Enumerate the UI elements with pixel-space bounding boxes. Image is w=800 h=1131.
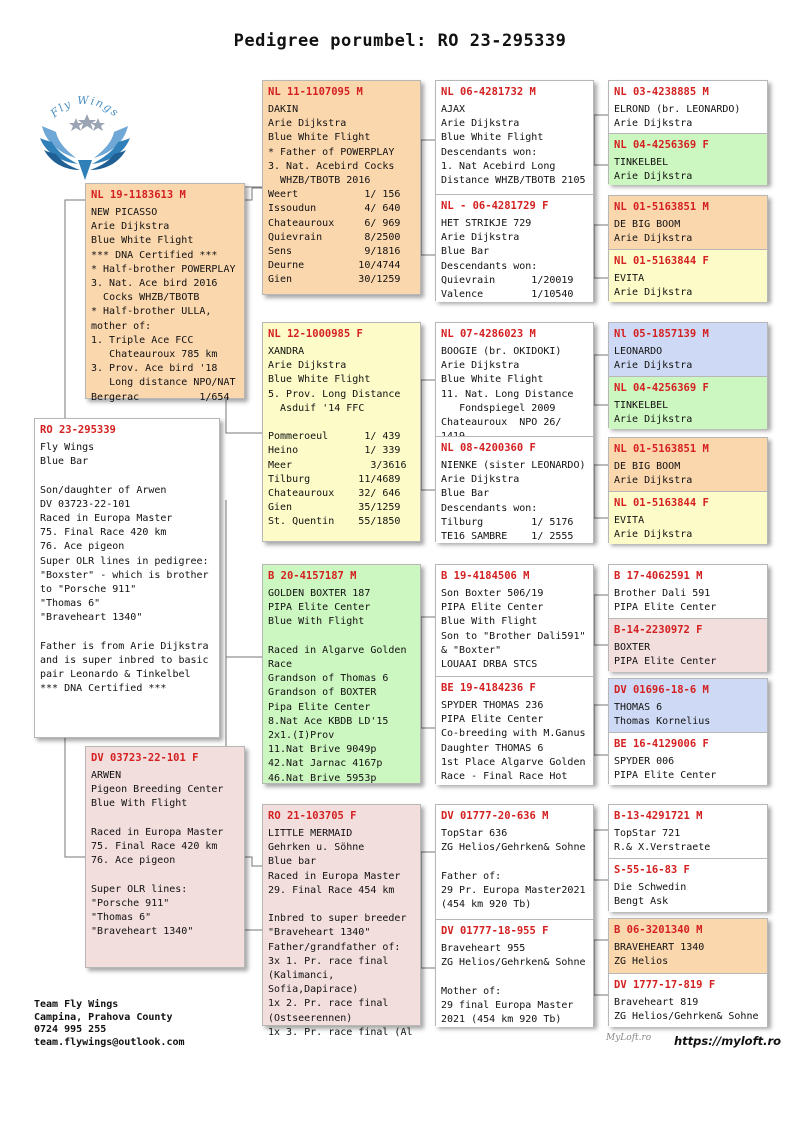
pedigree-box-gen4-group-5 bbox=[608, 564, 768, 671]
team-contact-info: Team Fly Wings Campina, Prahova County 0724 995 255 team.flywings@outlook.com bbox=[34, 999, 185, 1048]
ancestor-description: TINKELBEL Arie Dijkstra bbox=[614, 400, 693, 426]
ancestor-description: DE BIG BOOM Arie Dijkstra bbox=[614, 461, 693, 487]
pedigree-box-maternal-grandfather bbox=[262, 564, 421, 784]
ring-number: BE 19-4184236 F bbox=[441, 682, 536, 694]
grandparent-description: DAKIN Arie Dijkstra Blue White Flight * Father of POWERPLAY 3. Nat. Acebird Cocks WHZB/TBOTB 2016 Weert 1/ 156 Issoudun 4/ 640 Chateauroux 6/ 969 Quievrain 8/2500 Sens 9/1816 Deurne 10/4744 Gien 30/1259 bbox=[268, 104, 401, 286]
ring-number: NL 06-4281732 M bbox=[441, 86, 536, 98]
ancestor-description: ELROND (br. LEONARDO) Arie Dijkstra bbox=[614, 104, 741, 130]
grandparent-card bbox=[263, 323, 420, 541]
ring-number: Nl 05-1857139 M bbox=[614, 328, 709, 340]
ancestor-description: SPYDER 006 PIPA Elite Center bbox=[614, 756, 717, 782]
grandparent-card bbox=[263, 565, 420, 783]
pedigree-box-gen4-group-2 bbox=[608, 195, 768, 301]
ancestor-card bbox=[609, 732, 767, 785]
mother-card bbox=[86, 747, 244, 967]
ancestor-card bbox=[609, 249, 767, 302]
father-card bbox=[86, 184, 244, 403]
pedigree-box-paternal-grandfather bbox=[262, 80, 421, 295]
pedigree-box-maternal-grandmother bbox=[262, 804, 421, 1038]
great-grandparent-description: HET STRIKJE 729 Arie Dijkstra Blue Bar Descendants won: Quievrain 1/20019 Valence 1/10540 bbox=[441, 218, 574, 301]
great-grandparent-card bbox=[436, 323, 593, 436]
ring-number: NL 01-5163844 F bbox=[614, 255, 709, 267]
ancestor-card bbox=[609, 858, 767, 912]
ancestor-card bbox=[609, 679, 767, 732]
ancestor-card bbox=[609, 323, 767, 376]
pedigree-box-gen3-pair-1 bbox=[435, 80, 594, 301]
ring-number: RO 21-103705 F bbox=[268, 810, 357, 822]
ancestor-card bbox=[609, 805, 767, 858]
ring-number: NL 11-1107095 M bbox=[268, 86, 363, 98]
great-grandparent-card bbox=[436, 676, 593, 785]
ring-number: DV 01696-18-6 M bbox=[614, 684, 709, 696]
ring-number: NL 08-4200360 F bbox=[441, 442, 536, 454]
mother-description: ARWEN Pigeon Breeding Center Blue With Flight Raced in Europa Master 75. Final Race 420 km 76. Ace pigeon Super OLR lines: "Porsche 911" "Thomas 6" "Braveheart 1340" bbox=[91, 770, 224, 938]
grandparent-description: LITTLE MERMAID Gehrken u. Söhne Blue bar Raced in Europa Master 29. Final Race 454 km Inbred to super breeder "Braveheart 1340" Father/grandfather of: 3x 1. Pr. race final (Kalimanci, Sofia,Dapirace) 1x 2. Pr. race final (Ostseerennen) 1x 3. Pr. race final (Al bbox=[268, 828, 413, 1038]
grandparent-description: GOLDEN BOXTER 187 PIPA Elite Center Blue With Flight Raced in Algarve Golden Race Grandson of Thomas 6 Grandson of BOXTER Pipa Elite Center 8.Nat Ace KBDB LD'15 2x1.(I)Prov 11.Nat Brive 9049p 42.Nat Jarnac 4167p 46.Nat Brive 5953p bbox=[268, 588, 407, 784]
great-grandparent-description: Son Boxter 506/19 PIPA Elite Center Blue With Flight Son to "Brother Dali591" & "Boxter" LOUAAI DRBA STCS bbox=[441, 588, 586, 671]
ring-number: S-55-16-83 F bbox=[614, 864, 690, 876]
ancestor-card bbox=[609, 81, 767, 133]
father-description: NEW PICASSO Arie Dijkstra Blue White Flight *** DNA Certified *** * Half-brother POWERPLAY 3. Nat. Ace bird 2016 Cocks WHZB/TBOTB * Half-brother ULLA, mother of: 1. Triple Ace FCC Chateauroux 785 km 3. Prov. Ace bird '18 Long distance NPO/NAT Bergerac 1/654 bbox=[91, 207, 236, 403]
pedigree-box-paternal-grandmother bbox=[262, 322, 421, 542]
pedigree-box-gen4-group-3 bbox=[608, 322, 768, 428]
ring-number: NL 19-1183613 M bbox=[91, 189, 186, 201]
ancestor-card bbox=[609, 376, 767, 429]
great-grandparent-card bbox=[436, 919, 593, 1027]
ring-number: B 19-4184506 M bbox=[441, 570, 530, 582]
pedigree-box-gen4-group-1 bbox=[608, 80, 768, 184]
ancestor-card bbox=[609, 618, 767, 672]
ring-number: NL 03-4238885 M bbox=[614, 86, 709, 98]
ancestor-description: Die Schwedin Bengt Ask bbox=[614, 882, 687, 908]
great-grandparent-description: TopStar 636 ZG Helios/Gehrken& Sohne Father of: 29 Pr. Europa Master2021 (454 km 920 Tb) bbox=[441, 828, 586, 911]
ancestor-description: BRAVEHEART 1340 ZG Helios bbox=[614, 942, 705, 968]
ancestor-card bbox=[609, 133, 767, 185]
ring-number: DV 01777-20-636 M bbox=[441, 810, 549, 822]
ring-number: NL 04-4256369 F bbox=[614, 382, 709, 394]
ring-number: B-13-4291721 M bbox=[614, 810, 703, 822]
pedigree-box-pigeon bbox=[34, 418, 220, 738]
ring-number: DV 01777-18-955 F bbox=[441, 925, 549, 937]
ring-number: B-14-2230972 F bbox=[614, 624, 703, 636]
ancestor-description: BOXTER PIPA Elite Center bbox=[614, 642, 717, 668]
pedigree-box-gen4-group-6 bbox=[608, 678, 768, 784]
ring-number: NL 01-5163851 M bbox=[614, 201, 709, 213]
ring-number: BE 16-4129006 F bbox=[614, 738, 709, 750]
grandparent-card bbox=[263, 81, 420, 294]
grandparent-description: XANDRA Arie Dijkstra Blue White Flight 5. Prov. Long Distance Asduif '14 FFC Pommeroeul 1/ 439 Heino 1/ 339 Meer 3/3616 Tilburg 11/4689 Chateauroux 32/ 646 Gien 35/1259 St. Quentin 55/1850 bbox=[268, 346, 407, 528]
ring-number: NL 01-5163851 M bbox=[614, 443, 709, 455]
great-grandparent-card bbox=[436, 81, 593, 194]
ancestor-card bbox=[609, 196, 767, 249]
ring-number: NL 01-5163844 F bbox=[614, 497, 709, 509]
great-grandparent-description: AJAX Arie Dijkstra Blue White Flight Descendants won: 1. Nat Acebird Long Distance WHZB/TBOTB 2105 bbox=[441, 104, 586, 187]
ancestor-description: EVITA Arie Dijkstra bbox=[614, 515, 693, 541]
great-grandparent-description: NIENKE (sister LEONARDO) Arie Dijkstra Blue Bar Descendants won: Tilburg 1/ 5176 TE16 SAMBRE 1/ 2555 bbox=[441, 460, 586, 543]
ring-number: B 20-4157187 M bbox=[268, 570, 357, 582]
ring-number: RO 23-295339 bbox=[40, 424, 116, 436]
ancestor-description: EVITA Arie Dijkstra bbox=[614, 273, 693, 299]
great-grandparent-card bbox=[436, 436, 593, 543]
ancestor-card bbox=[609, 919, 767, 973]
ancestor-card bbox=[609, 438, 767, 491]
ring-number: B 06-3201340 M bbox=[614, 924, 703, 936]
ancestor-description: TINKELBEL Arie Dijkstra bbox=[614, 157, 693, 183]
ring-number: DV 03723-22-101 F bbox=[91, 752, 199, 764]
page-title: Pedigree porumbel: RO 23-295339 bbox=[233, 31, 567, 51]
pedigree-box-gen4-group-8 bbox=[608, 918, 768, 1026]
ancestor-description: Braveheart 819 ZG Helios/Gehrken& Sohne bbox=[614, 997, 759, 1023]
ring-number: NL - 06-4281729 F bbox=[441, 200, 549, 212]
pigeon-description: Fly Wings Blue Bar Son/daughter of Arwen DV 03723-22-101 Raced in Europa Master 75. Final Race 420 km 76. Ace pigeon Super OLR lines in pedigree: "Boxster" - which is brother to "Porsche 911" "Thomas 6" "Braveheart 1340" Father is from Arie Dijkstra and is super inbred to basic pair Leonardo & Tinkelbel *** DNA Certified *** bbox=[40, 442, 209, 695]
ancestor-description: LEONARDO Arie Dijkstra bbox=[614, 346, 693, 372]
pedigree-box-gen3-pair-4 bbox=[435, 804, 594, 1026]
pedigree-box-mother bbox=[85, 746, 245, 968]
pedigree-box-gen4-group-7 bbox=[608, 804, 768, 911]
pedigree-box-gen3-pair-2 bbox=[435, 322, 594, 542]
great-grandparent-card bbox=[436, 565, 593, 676]
svg-text:Fly Wings bbox=[47, 94, 122, 121]
pedigree-box-gen3-pair-3 bbox=[435, 564, 594, 784]
ancestor-description: Brother Dali 591 PIPA Elite Center bbox=[614, 588, 717, 614]
fly-wings-logo bbox=[36, 92, 134, 184]
ring-number: DV 1777-17-819 F bbox=[614, 979, 716, 991]
great-grandparent-description: SPYDER THOMAS 236 PIPA Elite Center Co-breeding with M.Ganus Daughter THOMAS 6 1st Place Algarve Golden Race - Final Race Hot bbox=[441, 700, 586, 783]
great-grandparent-description: Braveheart 955 ZG Helios/Gehrken& Sohne Mother of: 29 final Europa Master 2021 (454 km 920 Tb) bbox=[441, 943, 586, 1026]
ancestor-description: DE BIG BOOM Arie Dijkstra bbox=[614, 219, 693, 245]
ancestor-card bbox=[609, 973, 767, 1027]
ancestor-description: THOMAS 6 Thomas Kornelius bbox=[614, 702, 711, 728]
ring-number: NL 04-4256369 F bbox=[614, 139, 709, 151]
ancestor-description: TopStar 721 R.& X.Verstraete bbox=[614, 828, 711, 854]
great-grandparent-card bbox=[436, 805, 593, 919]
website-link[interactable]: https://myloft.ro bbox=[674, 1034, 782, 1048]
pedigree-box-father bbox=[85, 183, 245, 403]
ring-number: B 17-4062591 M bbox=[614, 570, 703, 582]
pedigree-box-gen4-group-4 bbox=[608, 437, 768, 543]
ring-number: NL 07-4286023 M bbox=[441, 328, 536, 340]
grandparent-card bbox=[263, 805, 420, 1038]
pigeon-card bbox=[35, 419, 219, 737]
ancestor-card bbox=[609, 565, 767, 618]
ring-number: NL 12-1000985 F bbox=[268, 328, 363, 340]
ancestor-card bbox=[609, 491, 767, 544]
logo-text: Fly Wings bbox=[48, 93, 123, 121]
great-grandparent-card bbox=[436, 194, 593, 302]
signature-watermark: MyLoft.ro bbox=[606, 1033, 652, 1043]
great-grandparent-description: BOOGIE (br. OKIDOKI) Arie Dijkstra Blue White Flight 11. Nat. Long Distance Fondspiegel 2009 Chateauroux NPO 26/ bbox=[441, 346, 574, 429]
